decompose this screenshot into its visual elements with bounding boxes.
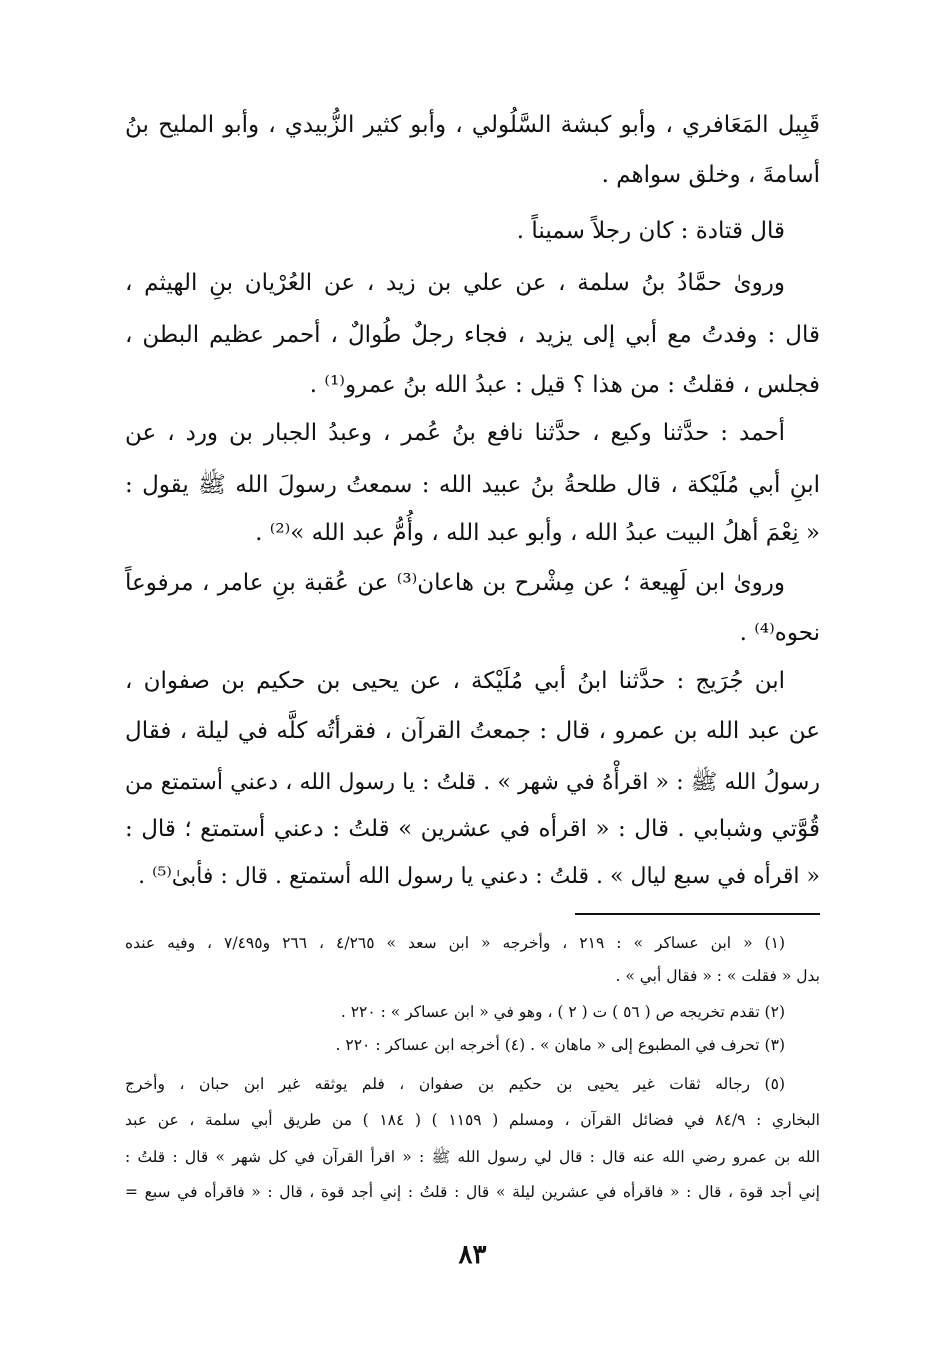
body-line: ابنِ أبي مُلَيْكة ، قال طلحةُ بنُ عبيد الله : سمعتُ رسولَ الله ﷺ يقول : [125,472,820,498]
body-line: قال : وفدتُ مع أبي إلى يزيد ، فجاء رجلٌ طُوالٌ ، أحمر عظيم البطن ، [125,322,820,348]
footnote-line: بدل « فقلت » : « فقال أبي » . [615,967,820,985]
page-number: ٨٣ [458,1240,487,1270]
body-line: « نِعْمَ أهلُ البيت عبدُ الله ، وأبو عبد الله ، وأُمُّ عبد الله »⁽²⁾ . [255,520,820,546]
footnote-line: (١) « ابن عساكر » : ٢١٩ ، وأخرجه « ابن سعد » ٤/٢٦٥ ، ٢٦٦ و٧/٤٩٥ ، وفيه عنده [125,934,785,952]
body-line: قُوَّتي وشبابي . قال : « اقرأه في عشرين » قلتُ : دعني أستمتع ؛ قال : [125,816,820,842]
body-line: عن عبد الله بن عمرو ، قال : جمعتُ القرآن ، فقرأتُه كلَّه في ليلة ، فقال [125,718,820,744]
body-line: قَبِيل المَعَافري ، وأبو كبشة السَّلُولي ، وأبو كثير الزُّبيدي ، وأبو المليح بنُ [125,112,820,138]
footnote-line: إني أجد قوة ، قال : « فاقرأه في عشرين ليلة » قال : قلتُ : إني أجد قوة ، قال : « فاقرأه في سبع = [125,1183,820,1201]
body-line: فجلس ، فقلتُ : من هذا ؟ قيل : عبدُ الله بنُ عمرو⁽¹⁾ . [309,372,820,398]
body-line: أسامةَ ، وخلق سواهم . [601,162,820,188]
footnote-line: (٥) رجاله ثقات غير يحيى بن حكيم بن صفوان ، فلم يوثقه غير ابن حبان ، وأخرج [125,1075,785,1093]
footnote-separator [575,913,820,915]
body-line: « اقرأه في سبع ليال » . قلتُ : دعني يا رسول الله أستمتع . قال : فأبىٰ⁽⁵⁾ . [138,864,820,889]
body-line: وروىٰ حمَّادُ بنُ سلمة ، عن علي بن زيد ، عن العُرْيان بنِ الهيثم ، [125,270,785,296]
body-line: قال قتادة : كان رجلاً سميناً . [516,218,785,244]
body-line: أحمد : حدَّثنا وكيع ، حدَّثنا نافع بنُ عُمر ، وعبدُ الجبار بن ورد ، عن [125,420,786,446]
body-line: نحوه⁽⁴⁾ . [739,620,820,646]
body-line: ابن جُرَيج : حدَّثنا ابنُ أبي مُلَيْكة ، عن يحيى بن حكيم بن صفوان ، [125,668,785,694]
body-line: وروىٰ ابن لَهِيعة ؛ عن مِشْرح بن هاعان⁽³⁾ عن عُقبة بنِ عامر ، مرفوعاً [125,570,785,596]
footnote-line: البخاري : ٨٤/٩ في فضائل القرآن ، ومسلم ( ١١٥٩ ) ( ١٨٤ ) من طريق أبي سلمة ، عن عبد [125,1111,820,1129]
body-line: رسولُ الله ﷺ : « اقرأْهُ في شهر » . قلتُ : يا رسول الله ، دعني أستمتع من [125,770,820,795]
footnote-line: (٣) تحرف في المطبوع إلى « ماهان » . (٤) أخرجه ابن عساكر : ٢٢٠ . [335,1036,785,1054]
footnote-line: (٢) تقدم تخريجه ص ( ٥٦ ) ت ( ٢ ) ، وهو في « ابن عساكر » : ٢٢٠ . [340,1003,785,1021]
footnote-line: الله بن عمرو رضي الله عنه قال : قال لي رسول الله ﷺ : « اقرأ القرآن في كل شهر » قال : قلتُ : [125,1148,820,1166]
